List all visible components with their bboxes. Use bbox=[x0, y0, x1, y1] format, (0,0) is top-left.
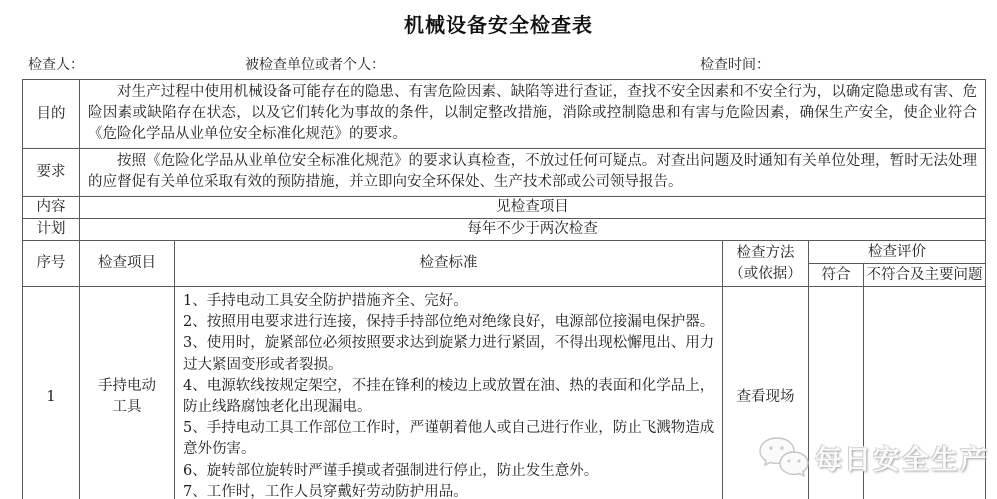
row-fail-cell bbox=[864, 287, 986, 499]
content-label: 内容 bbox=[23, 197, 80, 219]
column-header-method-line1: 检查方法 bbox=[736, 244, 795, 261]
column-header-method-line2: （或依据） bbox=[729, 265, 802, 282]
column-header-item: 检查项目 bbox=[80, 241, 175, 287]
requirement-row bbox=[23, 149, 986, 197]
standard-item: 4、电源软线按规定架空，不挂在锋利的棱边上或放置在油、热的表面和化学品上，防止线路腐蚀老化出现漏电。 bbox=[183, 377, 715, 416]
inspection-table bbox=[22, 79, 986, 499]
inspector-label: 检查人： bbox=[28, 57, 84, 73]
content-text: 见检查项目 bbox=[80, 197, 986, 219]
row-item-line1: 手持电动 bbox=[98, 378, 156, 395]
purpose-label: 目的 bbox=[23, 80, 80, 149]
standard-item: 1、手持电动工具安全防护措施齐全、完好。 bbox=[183, 293, 468, 309]
inspection-time-label: 检查时间： bbox=[700, 57, 770, 73]
column-header-pass: 符合 bbox=[809, 264, 864, 287]
table-row bbox=[23, 287, 986, 499]
watermark-text: 每日安全生产 bbox=[815, 444, 989, 476]
standard-item: 2、按照用电要求进行连接，保持手持部位绝对绝缘良好，电源部位接漏电保护器。 bbox=[183, 314, 715, 331]
purpose-text-cell bbox=[80, 80, 986, 149]
row-item-line2: 工具 bbox=[112, 399, 142, 416]
column-header-standard: 检查标准 bbox=[175, 241, 723, 287]
standard-item: 3、使用时，旋紧部位必须按照要求达到旋紧力进行紧固，不得出现松懈甩出、用力过大紧固变形或者裂损。 bbox=[183, 335, 715, 373]
row-standards bbox=[175, 287, 723, 499]
row-seq: 1 bbox=[23, 287, 80, 499]
page-title: 机械设备安全检查表 bbox=[404, 13, 593, 37]
plan-label: 计划 bbox=[23, 219, 80, 241]
requirement-text: 按照《危险化学品从业单位安全标准化规范》的要求认真检查，不放过任何可疑点。对查出问题及时通知有关单位处理，暂时无法处理的应督促有关单位采取有效的预防措施，并立即向安全环保处、生产技术部或公司领导报告。 bbox=[88, 153, 978, 190]
row-item bbox=[80, 287, 175, 499]
purpose-text: 对生产过程中使用机械设备可能存在的隐患、有害危险因素、缺陷等进行查证，查找不安全因素和不安全行为，以确定隐患或有害、危险因素或缺陷存在状态，以及它们转化为事故的条件，以制定整改措施，消除或控制隐患和有害与危险因素，确保生产安全，使企业符合《危险化学品从业单位安全标准化规范》的要求。 bbox=[88, 84, 978, 142]
requirement-text-cell bbox=[80, 149, 986, 197]
row-pass-cell bbox=[809, 287, 864, 499]
header-info-line bbox=[0, 54, 997, 76]
plan-row bbox=[23, 219, 986, 241]
purpose-row bbox=[23, 80, 986, 149]
standard-item: 5、手持电动工具工作部位工作时，严谨朝着他人或自己进行作业，防止飞溅物造成意外伤害。 bbox=[183, 420, 715, 458]
column-header-fail: 不符合及主要问题 bbox=[864, 264, 986, 287]
standard-item: 6、旋转部位旋转时严谨手摸或者强制进行停止，防止发生意外。 bbox=[183, 462, 599, 479]
standard-item: 7、工作时，工作人员穿戴好劳动防护用品。 bbox=[183, 483, 468, 499]
requirement-label: 要求 bbox=[23, 149, 80, 197]
content-row bbox=[23, 197, 986, 219]
inspected-unit-label: 被检查单位或者个人： bbox=[245, 57, 385, 73]
plan-text: 每年不少于两次检查 bbox=[80, 219, 986, 241]
row-method: 查看现场 bbox=[723, 287, 809, 499]
column-header-method bbox=[723, 241, 809, 287]
column-header-seq: 序号 bbox=[23, 241, 80, 287]
column-header-evaluation: 检查评价 bbox=[809, 241, 986, 264]
table-header-row-1 bbox=[23, 241, 986, 264]
